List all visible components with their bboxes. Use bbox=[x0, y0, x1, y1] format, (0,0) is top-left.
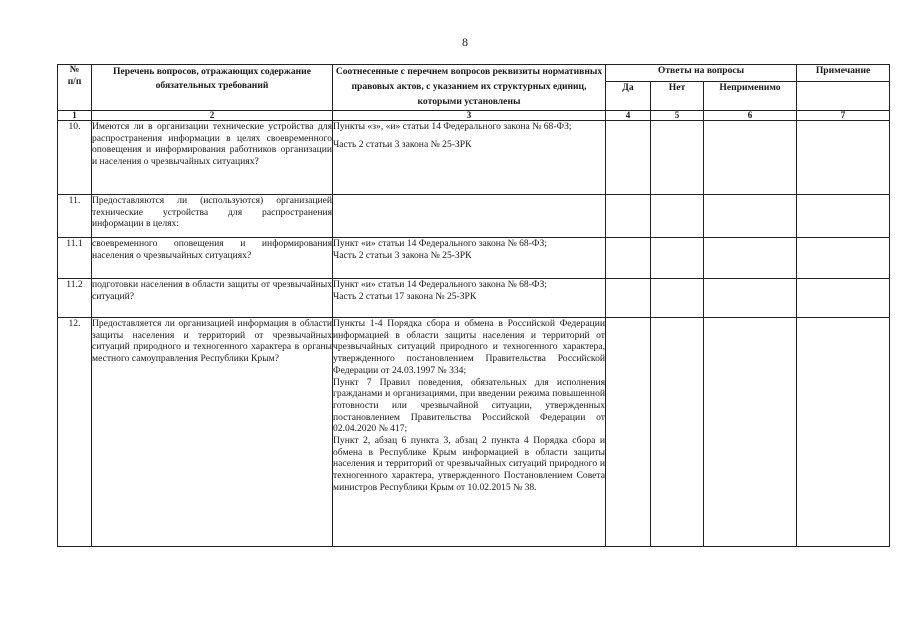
reference-item: Пункт «и» статьи 14 Федерального закона № 68-ФЗ; bbox=[333, 238, 547, 249]
answer-no-cell[interactable] bbox=[651, 318, 704, 547]
header-answer-no: Нет bbox=[651, 82, 704, 111]
row-number: 11.1 bbox=[58, 238, 92, 279]
answer-na-cell[interactable] bbox=[704, 318, 797, 547]
answer-yes-cell[interactable] bbox=[606, 238, 651, 279]
checklist-table bbox=[57, 64, 890, 547]
answer-na-cell[interactable] bbox=[704, 238, 797, 279]
answer-na-cell[interactable] bbox=[704, 121, 797, 195]
row-number: 11.2 bbox=[58, 279, 92, 318]
answer-no-cell[interactable] bbox=[651, 195, 704, 238]
header-note-empty bbox=[797, 82, 890, 111]
note-cell[interactable] bbox=[797, 238, 890, 279]
reference-item: Пункт 7 Правил поведения, обязательных для исполнения гражданами и организациями, при введении режима повышенной готовности или чрезвычайной ситуации, утвержденных постановлением Правительства Российской Федерации от 02.04.2020 № 417; bbox=[333, 376, 605, 435]
header-col-refs: Соотнесенные с перечнем вопросов реквизиты нормативных правовых актов, с указанием их структурных единиц, которыми установлены bbox=[333, 65, 606, 111]
reference-item: Пункт 2, абзац 6 пункта 3, абзац 2 пункта 4 Порядка сбора и обмена в Республике Крым информацией в области защиты населения и территорий от чрезвычайных ситуаций природного и техногенного характера, утвержденного Постановлением Совета министров Республики Крым от 10.02.2015 № 38. bbox=[333, 435, 605, 493]
col-number: 5 bbox=[651, 111, 704, 121]
row-references bbox=[333, 195, 606, 238]
reference-item: Часть 2 статьи 3 закона № 25-ЗРК bbox=[333, 249, 472, 261]
answer-no-cell[interactable] bbox=[651, 121, 704, 195]
row-references bbox=[333, 121, 606, 195]
row-question: Предоставляется ли организацией информация в области защиты населения и территорий от чрезвычайных ситуаций природного и техногенного характера в органы местного самоуправления Республики Крым? bbox=[92, 318, 333, 547]
table-row bbox=[58, 121, 890, 195]
col-number: 2 bbox=[92, 111, 333, 121]
table-row bbox=[58, 279, 890, 318]
note-cell[interactable] bbox=[797, 195, 890, 238]
row-references bbox=[333, 318, 606, 547]
table-row bbox=[58, 238, 890, 279]
col-number: 6 bbox=[704, 111, 797, 121]
row-question: Предоставляются ли (используются) организацией технические устройства для распространения информации в целях: bbox=[92, 195, 333, 238]
note-cell[interactable] bbox=[797, 318, 890, 547]
answer-na-cell[interactable] bbox=[704, 279, 797, 318]
answer-yes-cell[interactable] bbox=[606, 121, 651, 195]
note-cell[interactable] bbox=[797, 121, 890, 195]
answer-no-cell[interactable] bbox=[651, 279, 704, 318]
header-col-note: Примечание bbox=[797, 65, 890, 82]
table-row bbox=[58, 318, 890, 547]
header-col-num: № п/п bbox=[58, 65, 92, 111]
reference-item: Пункт «и» статьи 14 Федерального закона № 68-ФЗ; bbox=[333, 279, 547, 290]
row-references bbox=[333, 238, 606, 279]
col-number: 4 bbox=[606, 111, 651, 121]
row-question: подготовки населения в области защиты от чрезвычайных ситуаций? bbox=[92, 279, 333, 318]
col-number: 1 bbox=[58, 111, 92, 121]
answer-yes-cell[interactable] bbox=[606, 318, 651, 547]
page-number: 8 bbox=[462, 35, 468, 49]
header-col-answers: Ответы на вопросы bbox=[606, 65, 797, 82]
reference-item: Часть 2 статьи 3 закона № 25-ЗРК bbox=[333, 138, 472, 150]
answer-yes-cell[interactable] bbox=[606, 195, 651, 238]
col-number: 3 bbox=[333, 111, 606, 121]
answer-yes-cell[interactable] bbox=[606, 279, 651, 318]
row-question: Имеются ли в организации технические устройства для распространения информации в целях своевременного оповещения и информирования работников организации и населения о чрезвычайных ситуациях? bbox=[92, 121, 333, 195]
row-number: 11. bbox=[58, 195, 92, 238]
row-references bbox=[333, 279, 606, 318]
note-cell[interactable] bbox=[797, 279, 890, 318]
header-col-question: Перечень вопросов, отражающих содержание обязательных требований bbox=[92, 65, 333, 111]
reference-item: Пункты «з», «и» статьи 14 Федерального закона № 68-ФЗ; bbox=[333, 121, 572, 132]
table-row bbox=[58, 195, 890, 238]
reference-item: Часть 2 статьи 17 закона № 25-ЗРК bbox=[333, 290, 477, 302]
row-number: 12. bbox=[58, 318, 92, 547]
row-number: 10. bbox=[58, 121, 92, 195]
header-answer-na: Неприменимо bbox=[704, 82, 797, 111]
header-answer-yes: Да bbox=[606, 82, 651, 111]
answer-na-cell[interactable] bbox=[704, 195, 797, 238]
reference-item: Пункты 1-4 Порядка сбора и обмена в Российской Федерации информацией в области защиты населения и территорий от чрезвычайных ситуаций природного и техногенного характера, утвержденного постановлением Правительства Российской Федерации от 24.03.1997 № 334; bbox=[333, 318, 605, 376]
answer-no-cell[interactable] bbox=[651, 238, 704, 279]
col-number: 7 bbox=[797, 111, 890, 121]
row-question: своевременного оповещения и информирования населения о чрезвычайных ситуациях? bbox=[92, 238, 333, 279]
